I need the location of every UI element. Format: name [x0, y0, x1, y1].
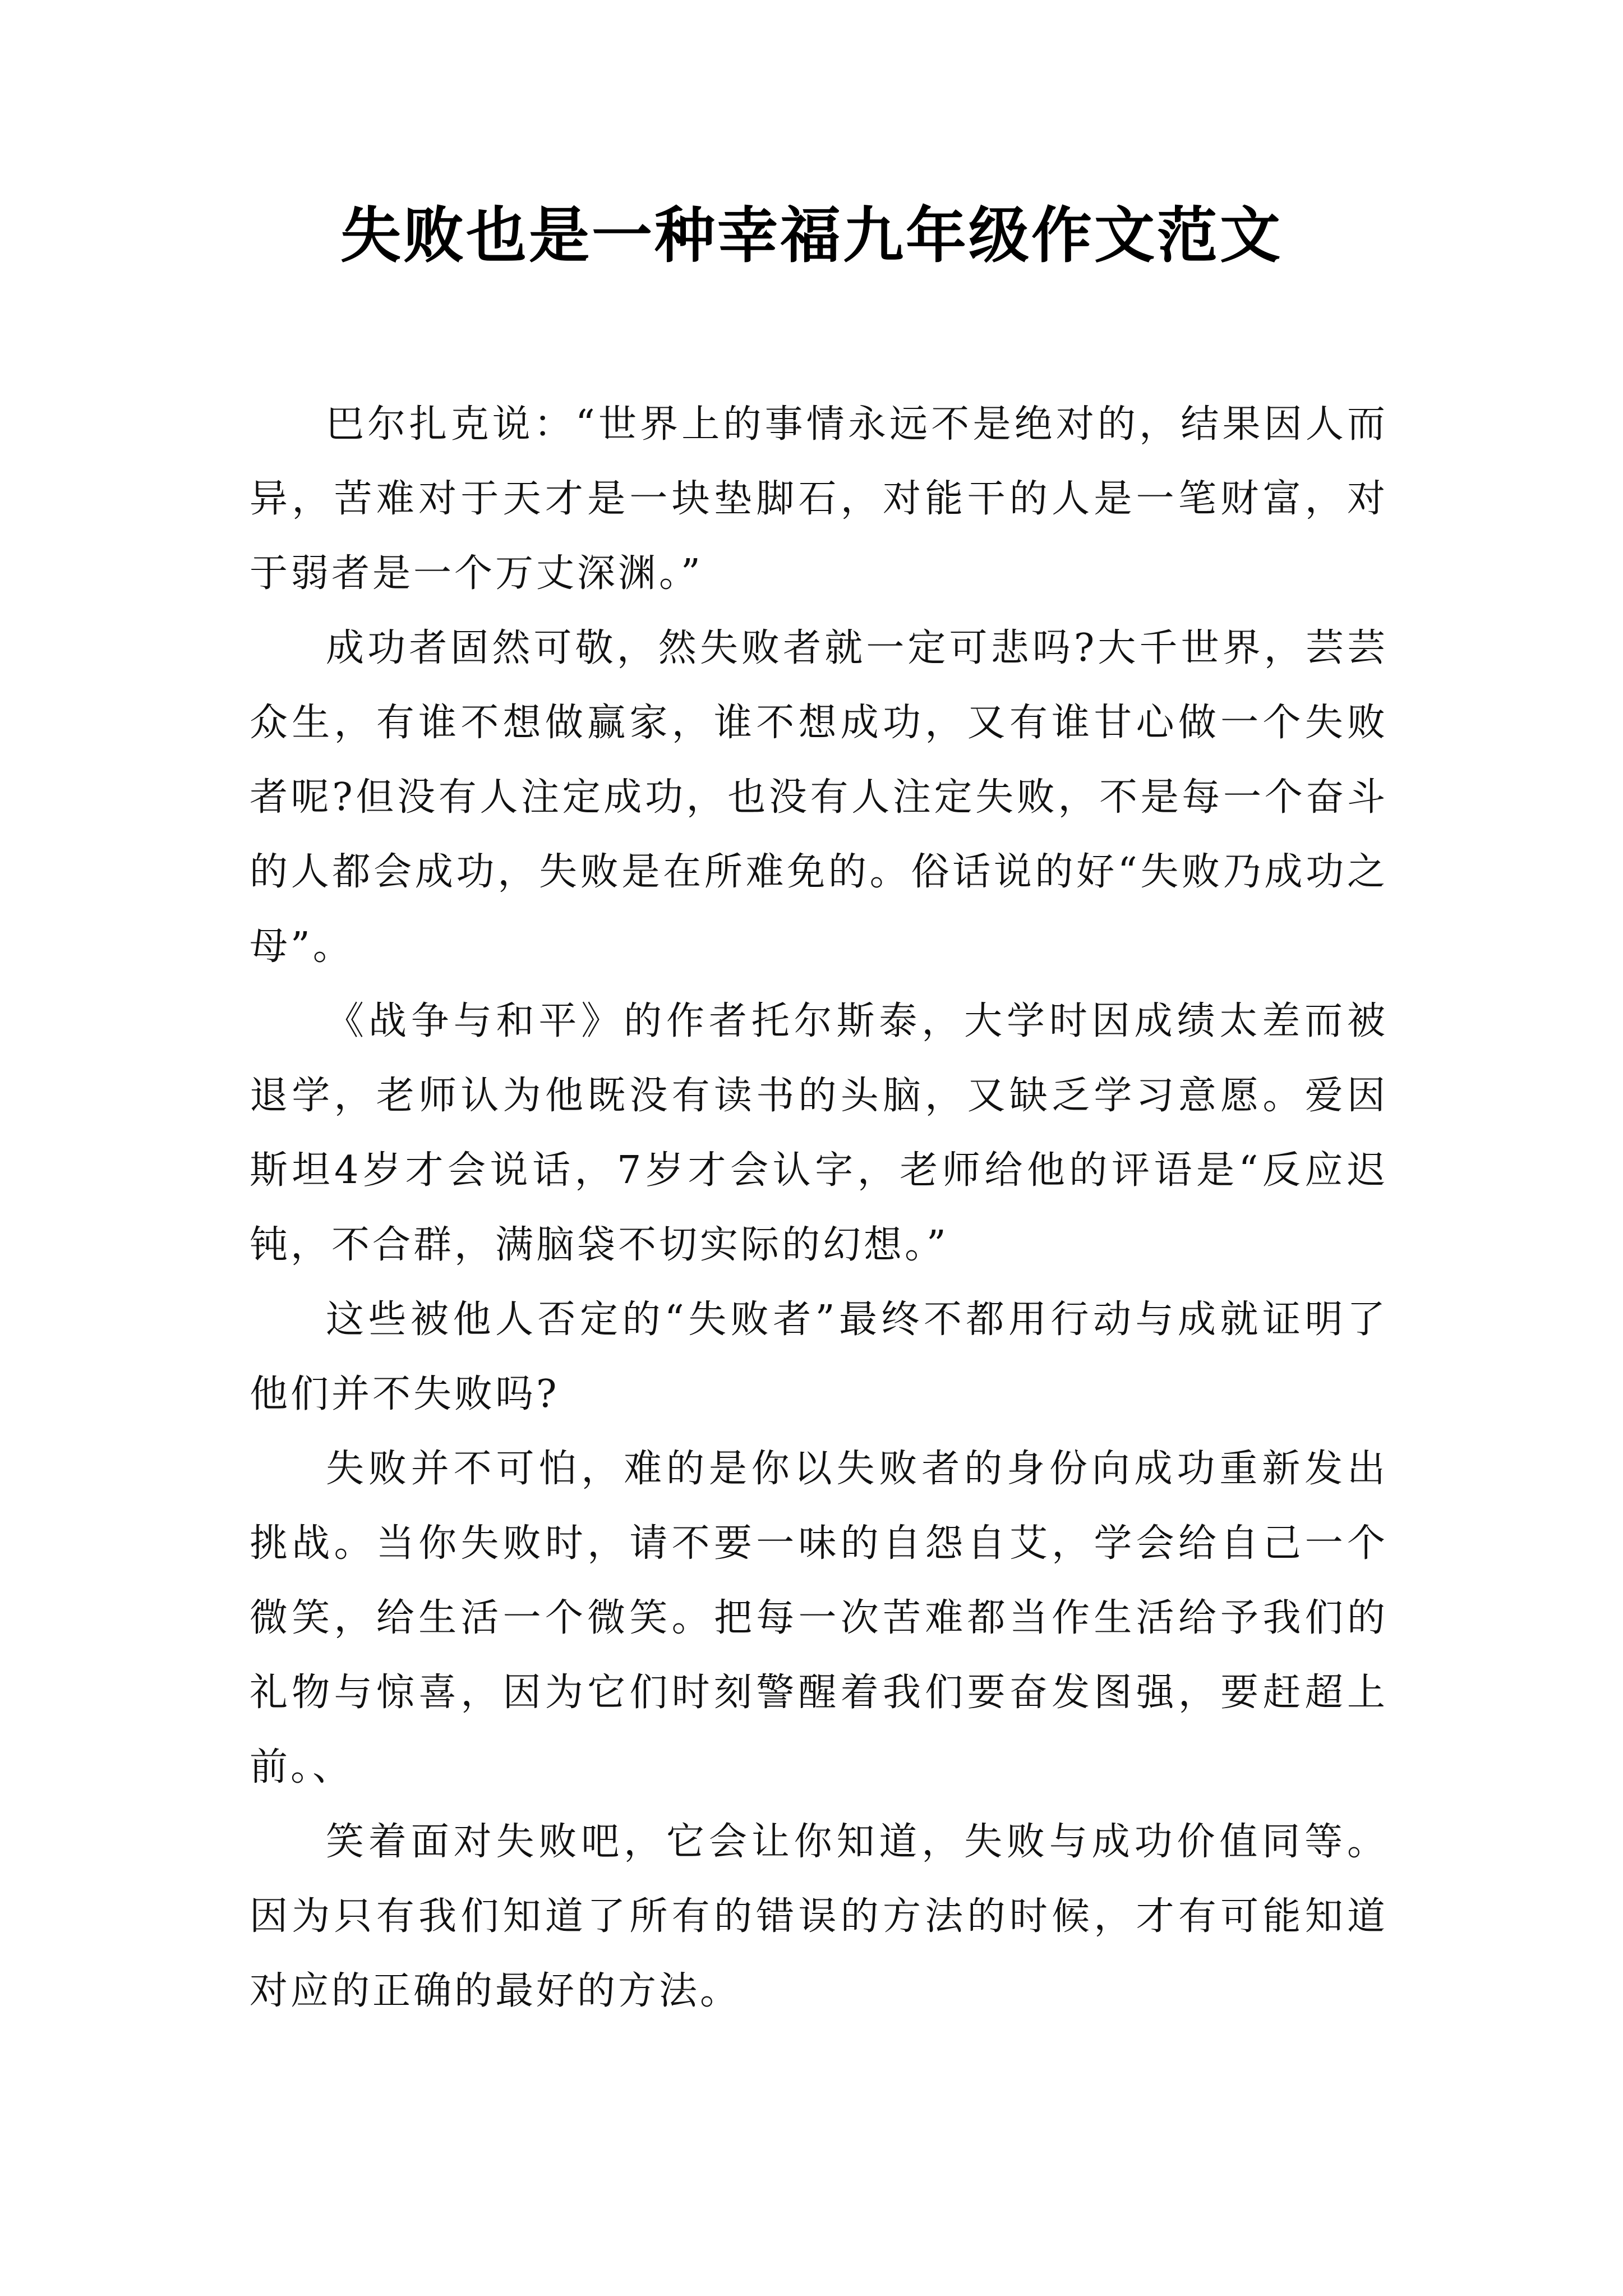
paragraph-2: 成功者固然可敬，然失败者就一定可悲吗?大千世界，芸芸众生，有谁不想做赢家，谁不想成功，又有谁甘心做一个失败者呢?但没有人注定成功，也没有人注定失败，不是每一个奋斗的人都会成功，失败是在所难免的。俗话说的好“失败乃成功之母”。 — [250, 626, 1388, 969]
paragraph-3: 《战争与和平》的作者托尔斯泰，大学时因成绩太差而被退学，老师认为他既没有读书的头脑，又缺乏学习意愿。爱因斯坦4岁才会说话，7岁才会认字，老师给他的评语是“反应迟钝，不合群，满脑袋不切实际的幻想。” — [250, 999, 1388, 1267]
document-body — [250, 387, 1388, 2028]
paragraph-5: 失败并不可怕，难的是你以失败者的身份向成功重新发出挑战。当你失败时，请不要一味的自怨自艾，学会给自己一个微笑，给生活一个微笑。把每一次苦难都当作生活给予我们的礼物与惊喜，因为它们时刻警醒着我们要奋发图强，要赶超上前。、 — [250, 1447, 1388, 1789]
paragraph-6: 笑着面对失败吧，它会让你知道，失败与成功价值同等。因为只有我们知道了所有的错误的方法的时候，才有可能知道对应的正确的最好的方法。 — [250, 1820, 1388, 2013]
paragraph-4: 这些被他人否定的“失败者”最终不都用行动与成就证明了他们并不失败吗? — [250, 1297, 1388, 1416]
paragraph-1: 巴尔扎克说：“世界上的事情永远不是绝对的，结果因人而异，苦难对于天才是一块垫脚石，对能干的人是一笔财富，对于弱者是一个万丈深渊。” — [250, 402, 1388, 596]
document-title: 失败也是一种幸福九年级作文范文 — [340, 200, 1283, 271]
